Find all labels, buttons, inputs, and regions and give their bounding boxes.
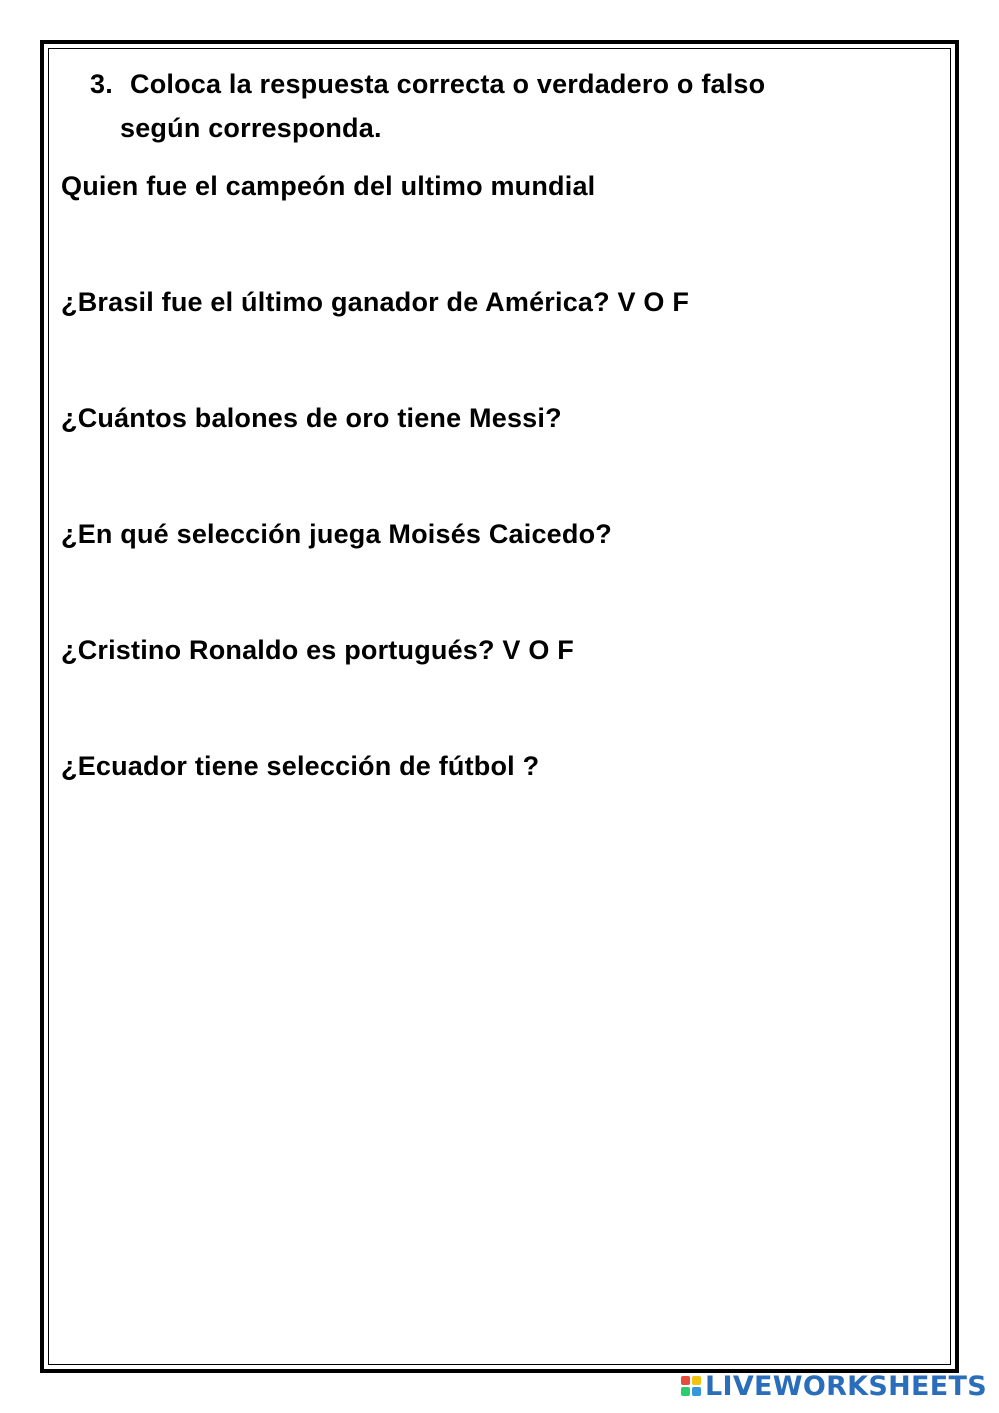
question-6: ¿Ecuador tiene selección de fútbol ? xyxy=(61,751,540,781)
question-5: ¿Cristino Ronaldo es portugués? V O F xyxy=(61,635,574,665)
liveworksheets-brand[interactable] xyxy=(681,1371,987,1401)
instruction-line-2: según corresponda. xyxy=(120,113,382,143)
question-4: ¿En qué selección juega Moisés Caicedo? xyxy=(61,519,612,549)
instruction-line-1: Coloca la respuesta correcta o verdadero o falso xyxy=(130,69,766,99)
brand-text: LIVEWORKSHEETS xyxy=(704,1370,987,1402)
instruction-number: 3. xyxy=(90,69,113,99)
instruction xyxy=(90,62,890,150)
worksheet-border xyxy=(40,40,959,1373)
question-3: ¿Cuántos balones de oro tiene Messi? xyxy=(61,403,562,433)
liveworksheets-logo-icon xyxy=(681,1376,701,1396)
worksheet-inner-border xyxy=(48,48,951,1365)
question-2: ¿Brasil fue el último ganador de América? V O F xyxy=(61,287,690,317)
question-1: Quien fue el campeón del ultimo mundial xyxy=(61,171,596,201)
